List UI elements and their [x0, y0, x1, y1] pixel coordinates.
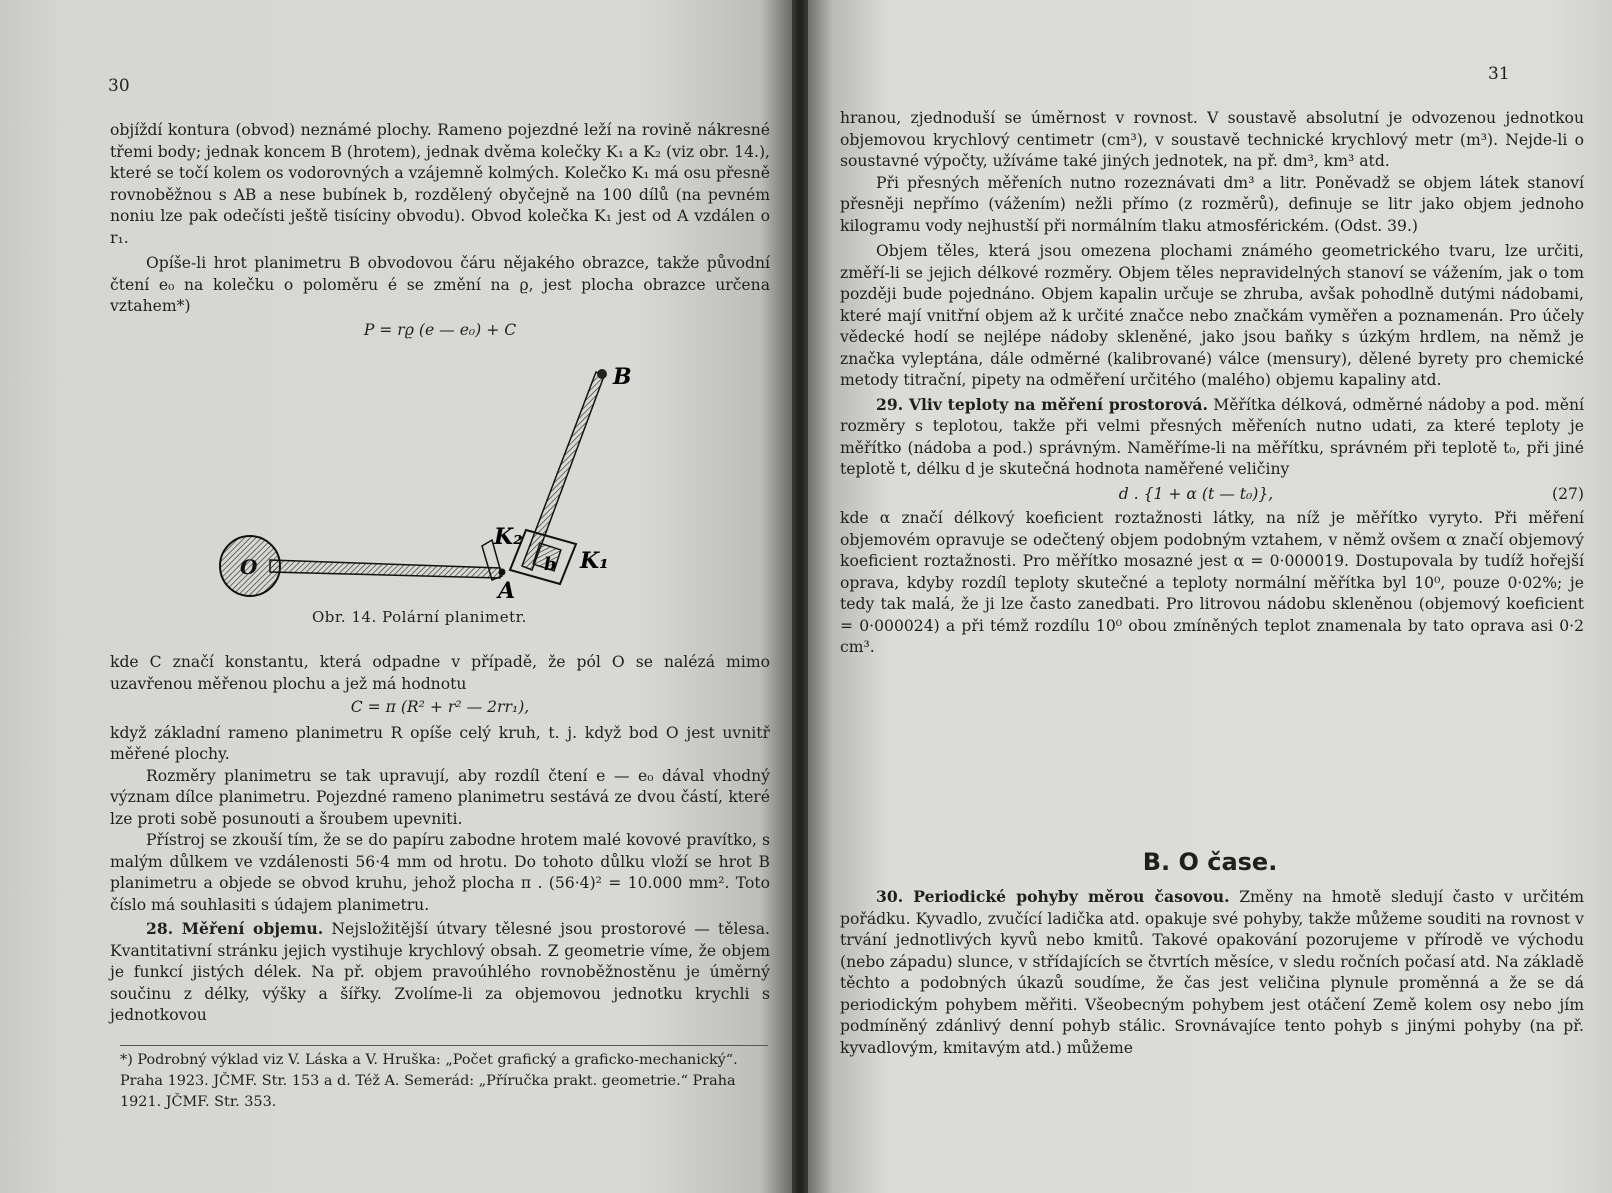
planimeter-figure	[210, 340, 650, 600]
paragraph: objíždí kontura (obvod) neznámé plochy. Rameno pojezdné leží na rovině nákresné třemi body; jednak koncem B (hrotem), jednak dvěma kolečky K₁ a K₂ (viz obr. 14.), které se točí kolem os vodorovných a vzájemně kolmých. Kolečko K₁ má osu přesně rovnoběžnou s AB a nese bubínek b, rozdělený obyčejně na 100 dílů (na pevném noniu lze pak odečísti ještě tisíciny obvodu). Obvod kolečka K₁ jest od A vzdálen o r₁.	[110, 121, 770, 247]
paragraph: když základní rameno planimetru R opíše celý kruh, t. j. když bod O jest uvnitř měřené plochy.	[110, 723, 770, 763]
paragraph: Objem těles, která jsou omezena plochami známého geometrického tvaru, lze určiti, změří-li se jejich délkové rozměry. Objem těles nepravidelných stanoví se vážením, jak o tom později bude pojednáno. Objem kapalin určuje se zhruba, avšak pohodlně dutými nádobami, které mají vnitřní objem až k určité značce nebo značkám vyměřen a poznamenán. Pro účely vědecké hodí se nejlépe nádoby skleněné, jako jsou baňky s úzkým hrdlem, na němž je značka vyleptána, dále odměrné (kalibrované) válce (mensury), dělené byrety pro chemické metody titrační, pipety na odměření určitého (malého) objemu kapaliny atd.	[840, 242, 1584, 389]
section-heading-28: 28. Měření objemu.	[146, 919, 324, 938]
book-gutter	[792, 0, 808, 1193]
label-a: A	[498, 578, 516, 600]
formula-constant: C = π (R² + r² — 2rr₁),	[350, 698, 530, 716]
left-text-top	[110, 120, 770, 345]
paragraph: Nejsložitější útvary tělesné jsou prostorové — tělesa. Kvantitativní stránku jejich vystihuje krychlový obsah. Z geometrie víme, že objem je funkcí jistých délek. Na př. objem pravoúhlého rovnoběžnostěnu je úměrný součinu z délky, výšky a šířky. Zvolíme-li za objemovou jednotku krychli s jednotkovou	[110, 920, 771, 1024]
right-text-top	[840, 108, 1584, 659]
tracer-point	[597, 369, 607, 379]
page-number-right: 31	[1488, 64, 1510, 84]
formula-planimeter: P = rϱ (e — e₀) + C	[363, 320, 517, 339]
paragraph: hranou, zjednoduší se úměrnost v rovnost. V soustavě absolutní je odvozenou jednotkou objemovou krychlový centimetr (cm³), v soustavě technické krychlový metr (m³). Nejde-li o soustavné výpočty, užíváme také jiných jednotek, na př. dm³, km³ atd.	[840, 109, 1584, 170]
left-text-bottom	[110, 652, 770, 1027]
paragraph: kde α značí délkový koeficient roztažnosti látky, na níž je měřítko vyryto. Při měření objemovém opravuje se odečtený objem podobným vztahem, v němž ovšem α značí objemový koeficient roztažnosti. Pro měřítko mosazné jest α = 0·000019. Dostupovala by tudíž hořejší oprava, kdyby rozdíl teploty skutečné a teploty normální měřítka byl 10⁰, pouze 0·02%; je tedy tak malá, že ji lze často zanedbati. Pro litrovou nádobu skleněnou (objemový koeficient = 0·000024) a při témž rozdílu 10⁰ obou zmíněných teplot znamenala by tato oprava asi 0·2 cm³.	[840, 509, 1584, 656]
paragraph: Při přesných měřeních nutno rozeznávati dm³ a litr. Poněvadž se objem látek stanoví přesněji nepřímo (vážením) nežli přímo (z rozměrů), definuje se litr jako objem jednoho kilogramu vody nejhustší při normálním tlaku atmosférickém. (Odst. 39.)	[840, 173, 1584, 235]
figure-caption: Obr. 14. Polární planimetr.	[312, 608, 527, 626]
paragraph: Změny na hmotě sledují často v určitém pořádku. Kyvadlo, zvučící ladička atd. opakuje své pohyby, takže můžeme souditi na rovnost v trvání jednotlivých kyvů nebo kmitů. Takové opakování pozorujeme v přírodě ve východu (nebo západu) slunce, v střídajících se čtvrtích měsíce, v sledu ročních počasí atd. Na základě těchto a podobných úkazů soudíme, že čas jest veličina plynule proměnná a že se dá periodickým pohybem měřiti. Všeobecným pohybem jest otáčení Země kolem osy nebo jím podmíněný zdánlivý denní pohyb stálic. Srovnávajíce tento pohyb s jinými pohyby (na př. kyvadlovým, kmitavým atd.) můžeme	[840, 888, 1585, 1057]
joint-a	[499, 569, 506, 576]
formula-number: (27)	[1551, 484, 1584, 503]
right-text-bottom	[840, 886, 1584, 1059]
formula-27	[840, 484, 1584, 506]
paragraph: Přístroj se zkouší tím, že se do papíru zabodne hrotem malé kovové pravítko, s malým důlkem ve vzdálenosti 56·4 mm od hrotu. Do tohoto důlku vloží se hrot B planimetru a objede se obvod kruhu, jehož plocha π . (56·4)² = 10.000 mm². Toto číslo má souhlasiti s údajem planimetru.	[110, 831, 770, 914]
section-heading-30: 30. Periodické pohyby měrou časovou.	[876, 887, 1230, 906]
paragraph: kde C značí konstantu, která odpadne v případě, že pól O se nalézá mimo uzavřenou měřenou plochu a jež má hodnotu	[110, 653, 770, 693]
section-heading-29: 29. Vliv teploty na měření prostorová.	[876, 394, 1208, 414]
label-o: O	[240, 555, 258, 579]
label-b-drum: b	[544, 554, 557, 575]
section-title-b: B. O čase.	[1142, 848, 1278, 876]
polar-arm	[270, 560, 500, 578]
paragraph: Opíše-li hrot planimetru B obvodovou čáru nějakého obrazce, takže původní čtení e₀ na kolečku o poloměru é se změní na ϱ, jest plocha obrazce určena vztahem*)	[110, 254, 770, 315]
label-b-point: B	[613, 364, 632, 390]
page-number-left: 30	[108, 76, 130, 96]
paragraph: Rozměry planimetru se tak upravují, aby rozdíl čtení e — e₀ dával vhodný význam dílce planimetru. Pojezdné rameno planimetru sestává ze dvou částí, které lze proti sobě posunouti a šroubem upevniti.	[110, 766, 770, 828]
label-k1: K₁	[580, 548, 609, 574]
footnote: *) Podrobný výklad viz V. Láska a V. Hruška: „Počet grafický a graficko-mechanický“. Praha 1923. JČMF. Str. 153 a d. Též A. Semerád: „Příručka prakt. geometrie.“ Praha 1921. JČMF. Str. 353.	[120, 1045, 768, 1113]
formula-expression: d . {1 + α (t — t₀)},	[1118, 484, 1274, 503]
label-k2: K₂	[494, 524, 523, 550]
left-page	[0, 0, 792, 1193]
paragraph: Měřítka délková, odměrné nádoby a pod. mění rozměry s teplotou, takže při velmi přesných měřeních nutno udati, za které teploty je měřítko (nádoba a pod.) správným. Naměříme-li na měřítku, správném při teplotě t₀, při jiné teplotě t, délku d je skutečná hodnota naměřené veličiny	[840, 395, 1584, 478]
right-page	[808, 0, 1612, 1193]
